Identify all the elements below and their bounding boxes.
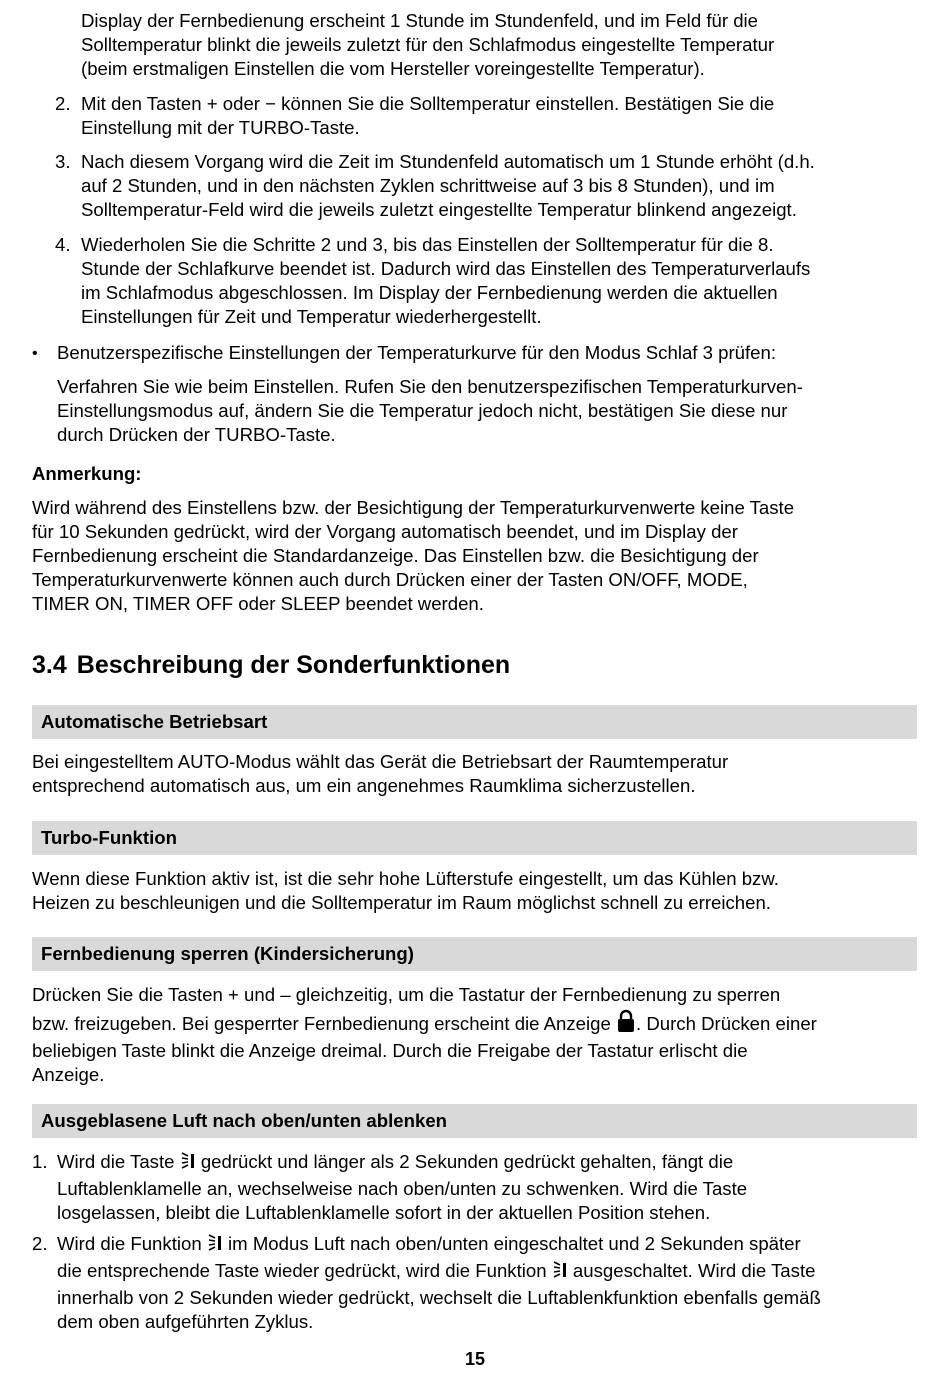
text-line: Einstellungen für Zeit und Temperatur wiederhergestellt. <box>81 306 542 327</box>
step-item-4 <box>32 233 912 329</box>
subsection-bar-swing: Ausgeblasene Luft nach oben/unten ablenken <box>32 1104 917 1138</box>
text-line: losgelassen, bleibt die Luftablenklamelle sofort in der aktuellen Position stehen. <box>57 1202 711 1223</box>
swing-item-2 <box>32 1232 912 1334</box>
text-line: Solltemperatur blinkt die jeweils zuletzt für den Schlafmodus eingestellte Temperatur <box>81 34 775 55</box>
intro-continued-paragraph <box>81 9 921 81</box>
text-line: Solltemperatur-Feld wird die jeweils zuletzt eingestellte Temperatur blinkend angezeigt. <box>81 199 797 220</box>
text-line <box>57 1232 912 1259</box>
text-line: entsprechend automatisch aus, um ein angenehmes Raumklima sicherzustellen. <box>32 775 696 796</box>
text-line <box>57 1150 912 1177</box>
text-line: Einstellungsmodus auf, ändern Sie die Temperatur jedoch nicht, bestätigen Sie diese nur <box>57 400 788 421</box>
item-number: 2. <box>32 1233 48 1254</box>
text-line: Wenn diese Funktion aktiv ist, ist die sehr hohe Lüfterstufe eingestellt, um das Kühlen bzw. <box>32 868 779 889</box>
text-segment: gedrückt und länger als 2 Sekunden gedrückt gehalten, fängt die <box>200 1151 734 1172</box>
note-title <box>32 462 912 486</box>
page-number: 15 <box>464 1349 486 1369</box>
auto-body <box>32 750 912 798</box>
note-body <box>32 496 912 616</box>
text-line: Einstellung mit der TURBO-Taste. <box>81 117 360 138</box>
text-line: Luftablenklamelle an, wechselweise nach oben/unten zu schwenken. Wird die Taste <box>57 1178 748 1199</box>
step-number: 2. <box>55 93 71 114</box>
text-line: Nach diesem Vorgang wird die Zeit im Stundenfeld automatisch um 1 Stunde erhöht (d.h. <box>81 151 815 172</box>
text-line: innerhalb von 2 Sekunden wieder gedrückt, wechselt die Luftablenkfunktion ebenfalls gemäß <box>57 1287 821 1308</box>
step-number: 3. <box>55 151 71 172</box>
text-line: dem oben aufgeführten Zyklus. <box>57 1311 314 1332</box>
text-segment: Wird die Taste <box>57 1151 175 1172</box>
text-line: auf 2 Stunden, und in den nächsten Zyklen schrittweise auf 3 bis 8 Stunden), und im <box>81 175 775 196</box>
text-line: Stunde der Schlafkurve beendet ist. Dadurch wird das Einstellen des Temperaturverlaufs <box>81 258 811 279</box>
text-segment: . Durch Drücken einer <box>636 1013 817 1034</box>
text-line: Temperaturkurvenwerte können auch durch Drücken einer der Tasten ON/OFF, MODE, <box>32 569 748 590</box>
section-number: 3.4 <box>32 651 67 679</box>
text-line: Heizen zu beschleunigen und die Solltemperatur im Raum möglichst schnell zu erreichen. <box>32 892 771 913</box>
bullet-title: Benutzerspezifische Einstellungen der Temperaturkurve für den Modus Schlaf 3 prüfen: <box>57 342 777 363</box>
subsection-bar-lock: Fernbedienung sperren (Kindersicherung) <box>32 937 917 971</box>
swing-item-1 <box>32 1150 912 1225</box>
text-line: Fernbedienung erscheint die Standardanzeige. Das Einstellen bzw. die Besichtigung der <box>32 545 759 566</box>
swing-icon <box>552 1260 568 1286</box>
section-title: Beschreibung der Sonderfunktionen <box>76 651 511 679</box>
text-line: Bei eingestelltem AUTO-Modus wählt das Gerät die Betriebsart der Raumtemperatur <box>32 751 729 772</box>
swing-icon <box>180 1151 196 1177</box>
item-number: 1. <box>32 1151 48 1172</box>
turbo-body <box>32 867 912 915</box>
note-heading: Anmerkung: <box>32 463 142 484</box>
lock-icon <box>616 1009 636 1039</box>
text-line: Mit den Tasten + oder − können Sie die Solltemperatur einstellen. Bestätigen Sie die <box>81 93 775 114</box>
text-line: für 10 Sekunden gedrückt, wird der Vorgang automatisch beendet, und im Display der <box>32 521 738 542</box>
swing-icon <box>207 1233 223 1259</box>
bullet-item <box>57 341 917 365</box>
text-line <box>32 1009 912 1039</box>
text-line: Display der Fernbedienung erscheint 1 Stunde im Stundenfeld, und im Feld für die <box>81 10 759 31</box>
text-line: (beim erstmaligen Einstellen die vom Hersteller voreingestellte Temperatur). <box>81 58 705 79</box>
text-line: Verfahren Sie wie beim Einstellen. Rufen Sie den benutzerspezifischen Temperaturkurven- <box>57 376 803 397</box>
text-segment: ausgeschaltet. Wird die Taste <box>572 1260 816 1281</box>
subsection-bar-auto: Automatische Betriebsart <box>32 705 917 739</box>
text-line: im Schlafmodus abgeschlossen. Im Display der Fernbedienung werden die aktuellen <box>81 282 778 303</box>
text-segment: Wird die Funktion <box>57 1233 202 1254</box>
text-line: TIMER ON, TIMER OFF oder SLEEP beendet werden. <box>32 593 484 614</box>
text-line: durch Drücken der TURBO-Taste. <box>57 424 336 445</box>
text-segment: die entsprechende Taste wieder gedrückt, wird die Funktion <box>57 1260 547 1281</box>
bullet-body <box>57 375 917 447</box>
step-item-3 <box>32 150 912 222</box>
text-segment: bzw. freizugeben. Bei gesperrter Fernbedienung erscheint die Anzeige <box>32 1013 611 1034</box>
section-heading <box>32 651 510 680</box>
subsection-bar-turbo: Turbo-Funktion <box>32 821 917 855</box>
text-line: Anzeige. <box>32 1064 105 1085</box>
bullet-symbol: • <box>32 345 38 362</box>
text-line: Drücken Sie die Tasten + und – gleichzeitig, um die Tastatur der Fernbedienung zu sperren <box>32 984 781 1005</box>
text-line: Wird während des Einstellens bzw. der Besichtigung der Temperaturkurvenwerte keine Taste <box>32 497 795 518</box>
step-number: 4. <box>55 234 71 255</box>
text-line: Wiederholen Sie die Schritte 2 und 3, bis das Einstellen der Solltemperatur für die 8. <box>81 234 774 255</box>
text-line <box>57 1259 912 1286</box>
lock-body <box>32 983 912 1087</box>
text-line: beliebigen Taste blinkt die Anzeige dreimal. Durch die Freigabe der Tastatur erlischt die <box>32 1040 748 1061</box>
text-segment: im Modus Luft nach oben/unten eingeschaltet und 2 Sekunden später <box>228 1233 801 1254</box>
step-item-2 <box>32 92 912 140</box>
